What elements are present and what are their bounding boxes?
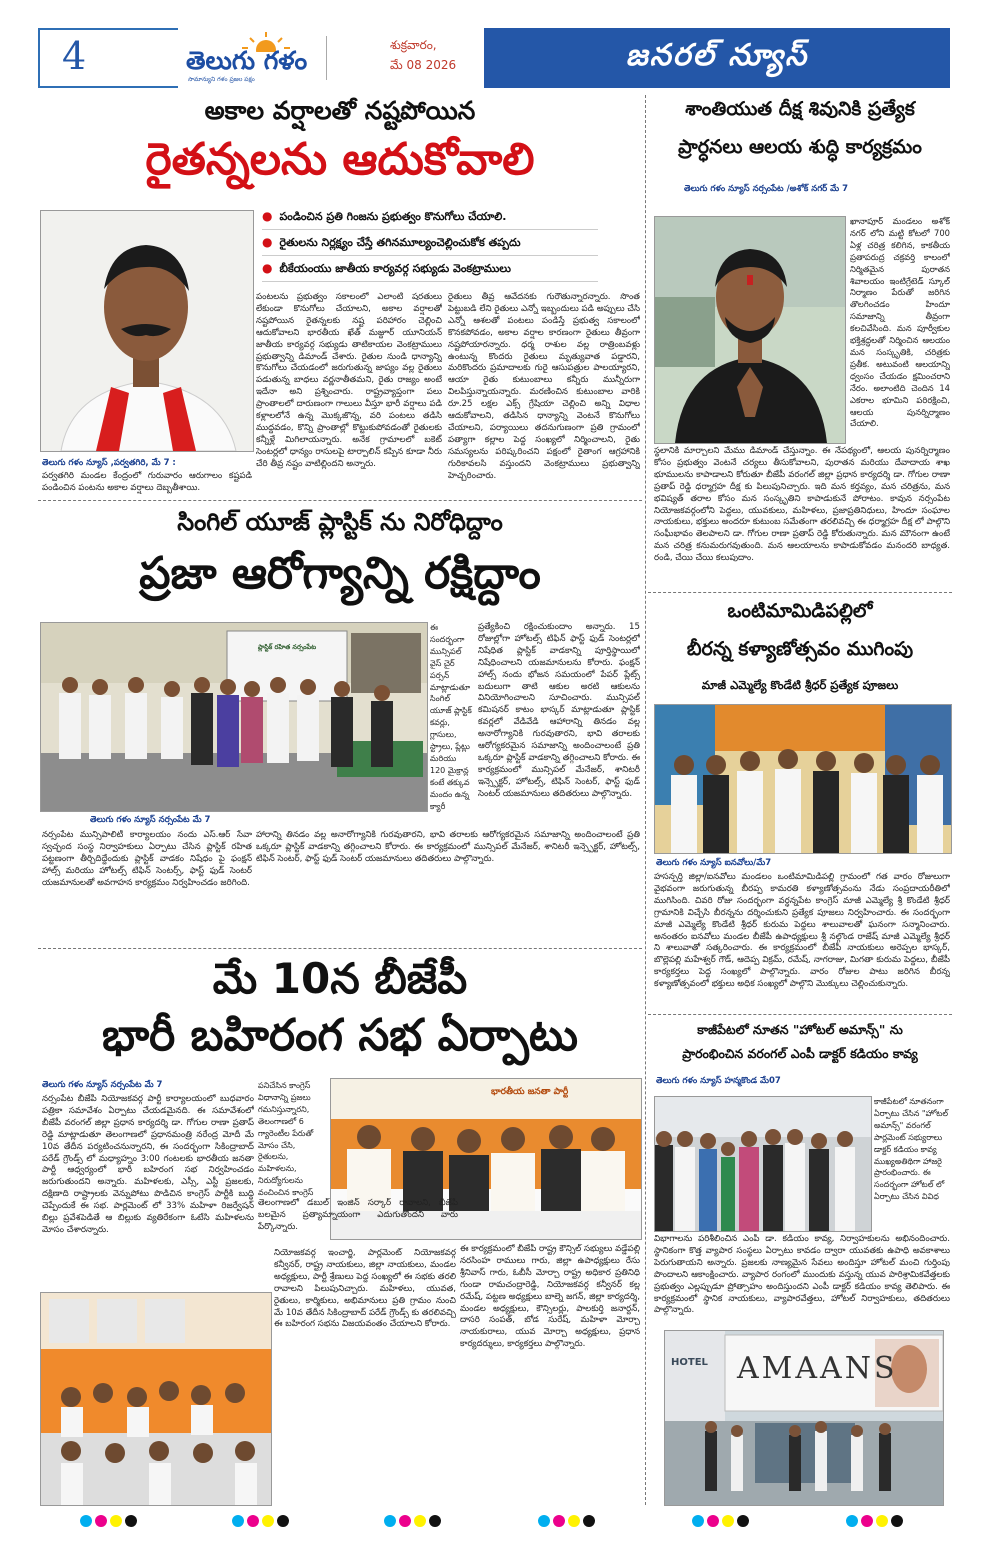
story4-side-column: ఖానాపూర్ మండలం అశోక్ నగర్ లోని మట్టి కోటలో 700 ఏళ్ల చరిత్ర కలిగిన, కాకతీయ ప్రతాపరుద్ర చక్రవర్తి కాలంలో నిర్మితమైన పురాతన శివాలయం ఇంటిగ్రేటెడ్ స్కూల్ నిర్మాణం పేరుతో జరిగిన తొలగించడం హిందూ సమాజాన్ని తీవ్రంగా కలచివేసింది. మన పూర్వీకుల భక్తిశ్రద్ధలతో నిర్మించిన ఆలయం మన సంస్కృతికి, చరిత్రకు ప్రతీక. అటువంటి ఆలయాన్ని ధ్వంసం చేయడం క్షమించరాని నేరం. అలాంటిది చెందిన 14 ఎకరాల భూమిని పరిరక్షించి, ఆలయ పునర్నిర్మాణం చేయాలి. xyxy=(850,216,950,429)
registration-dot xyxy=(568,1515,580,1527)
registration-dot xyxy=(414,1515,426,1527)
story6-dateline: తెలుగు గళం న్యూస్ హన్మకొండ మే07 xyxy=(656,1076,781,1086)
registration-dot xyxy=(737,1515,749,1527)
hotel-sign: AMAANS xyxy=(737,1351,898,1386)
story3-headline-line1: మే 10న బీజేపీ xyxy=(212,954,468,1003)
story1-dateline: తెలుగు గళం న్యూస్ ,పర్వతగిరి, మే 7 : xyxy=(42,458,176,468)
story2-photo-banner: ప్లాస్టిక్ రహిత నర్సంపేట xyxy=(257,643,317,651)
story3-column-d: నియోజకవర్గ ఇంచార్జి, పార్లమెంట్ నియోజకవర్గ కన్వీనర్, రాష్ట్ర నాయకులు, జిల్లా నాయకులు, మండల అధ్యక్షులు, పార్టీ శ్రేణులు పెద్ద సంఖ్యలో ఈ సభకు తరలి రావాలని పిలుపునిచ్చారు. మహిళలు, యువత, రైతులు, కార్మికులు, అభిమానులు ప్రతి గ్రామం నుంచి మే 10వ తేదీన సికింద్రాబాద్ పరేడ్ గ్రౌండ్స్ కు తరలివచ్చి ఈ బహిరంగ సభను విజయవంతం చేయాలని కోరారు. xyxy=(274,1248,456,1330)
story1-photo xyxy=(40,210,254,452)
registration-dot xyxy=(846,1515,858,1527)
story6-main-column: విభాగాలను పరిశీలించిన ఎంపీ డా. కడియం కావ్య, నిర్వాహకులను అభినందించారు. స్థానికంగా కొత్త వ్యాపార సంస్థలు ఏర్పాటు కావడం ద్వారా యువతకు ఉపాధి అవకాశాలు పెరుగుతాయని అన్నారు. ప్రజలకు నాణ్యమైన సేవలు అందిస్తూ హోటల్ మంచి గుర్తింపు పొందాలని ఆకాంక్షించారు. వ్యాపార రంగంలో ముందుకు వస్తున్న యువ పారిశ్రామికవేత్తలకు ప్రభుత్వం ఎల్లప్పుడూ ప్రోత్సాహం అందిస్తుందని ఎంపీ డాక్టర్ కడియం కావ్య తెలిపారు. ఈ కార్యక్రమంలో స్థానిక నాయకులు, వ్యాపారవేత్తలు, హోటల్ నిర్వాహకులు, తదితరులు పాల్గొన్నారు. xyxy=(654,1234,950,1316)
registration-marks xyxy=(232,1512,302,1526)
story5-dateline: తెలుగు గళం న్యూస్ ఐనవోలు/మే7 xyxy=(656,858,772,868)
masthead xyxy=(38,28,950,90)
registration-dot xyxy=(891,1515,903,1527)
story4-headline-line2: ప్రార్ధనలు ఆలయ శుద్ధి కార్యక్రమం xyxy=(678,136,922,158)
page-number-box xyxy=(38,28,178,88)
registration-dot xyxy=(110,1515,122,1527)
story4-dateline: తెలుగు గళం న్యూస్ నర్సంపేట /అశోక్ నగర్ మే 7 xyxy=(684,184,849,194)
section-banner xyxy=(484,28,950,88)
registration-dot xyxy=(722,1515,734,1527)
registration-dot xyxy=(95,1515,107,1527)
section-title: జనరల్ న్యూస్ xyxy=(625,38,809,73)
story5-subheadline: మాజీ ఎమ్మెల్యే కొండేటి శ్రీధర్ ప్రత్యేక పూజలు xyxy=(701,678,899,692)
story2-dateline: తెలుగు గళం న్యూస్ నర్సంపేట మే 7 xyxy=(90,815,211,825)
story1-headline: రైతన్నలను ఆదుకోవాలి xyxy=(145,134,535,185)
page-number: 4 xyxy=(62,34,87,78)
story4-main-column: స్థలానికి మార్చాలని మేము డిమాండ్ చేస్తున్నాం. ఈ నేపథ్యంలో, ఆలయ పునర్నిర్మాణం కోసం ప్రభుత్వం వెంటనే చర్యలు తీసుకోవాలని, పురాతన మరియు దేవాదాయ శాఖ భూములను కాపాడాలని కోరుతూ బీజేపీ వరంగల్ జిల్లా ప్రధాన కార్యదర్శి డా. గోగుల రాణా ప్రతాప్ రెడ్డి ధర్మాగ్రహ దీక్ష కు పిలుపునిచ్చారు. ఇది మన కర్తవ్యం, మన చరిత్రను, మన భవిష్యత్ తరాల కోసం మన సంస్కృతిని కాపాడుకునే పోరాటం. కావున నర్సంపేట నియోజకవర్గంలోని పెద్దలు, యువకులు, మహిళలు, ప్రజాప్రతినిధులు, హిందూ సంఘాల నాయకులు, భక్తులు అందరూ కుటుంబ సమేతంగా తరలివచ్చి ఈ ధర్మాగ్రహ దీక్ష లో పాల్గొని సంఘీభావం తెలపాలని డా. గోగుల రాణా ప్రతాప్ రెడ్డి కోరుతున్నారు. మన మౌనంగా ఉంటే మన చరిత్ర కనుమరుగవుతుంది. మన ఆలయాలను కాపాడుకోవడం మనందరి బాధ్యత. రండి, చేయి చేయి కలుపుదాం. xyxy=(654,446,950,564)
section-divider xyxy=(648,1014,952,1015)
story1-column-a: పంటలను ప్రభుత్వం సకాలంలో ఎలాంటి షరతులు లేకుండా కొనుగోలు చేయాలని, అకాల వర్షాలతో నష్టపోయిన రైతన్నలకు నష్ట పరిహారం చెల్లించి ఆదుకోవాలని భారతీయ ఖేత్ మజ్దూర్ యూనియన్ జాతీయ కార్యవర్గ సభ్యుడు తాటికాయల వెంకట్రాములు ప్రభుత్వాన్ని డిమాండ్ చేశారు. రైతుల నుండి ధాన్యాన్ని కొనుగోలు చేయడంలో జరుగుతున్న జాప్యం వల్ల రైతులు పడుతున్న బాధలు వర్ణనాతీతమని, రైతు రాజ్యం అంటే ఇదేనా అని ప్రశ్నించారు. రాష్ట్రవ్యాప్తంగా పలు ప్రాంతాలలో దారుణంగా గాలులు వీస్తూ భారీ వర్షాలు పడి కళ్లాలలోనే ఉన్న మొక్కజొన్న, వరి పంటలు తడిసి ముద్దవడం, కొన్ని ప్రాంతాల్లో కొట్టుకుపోవడంతో రైతులకు కన్నీళ్లే మిగిలాయన్నారు. అనేక గ్రామాలలో బకెట్ సెంటర్లలో ధాన్యం రాసులపై టార్పాలిన్ కప్పిన కూడా నీరు చేరి తీవ్ర నష్టం వాటిల్లిందని అన్నారు. xyxy=(256,292,442,469)
story1-bullet: ● పండించిన ప్రతి గింజను ప్రభుత్వం కొనుగోలు చేయాలి. xyxy=(262,204,598,230)
issue-day: శుక్రవారం, xyxy=(390,38,437,52)
story6-photo-top xyxy=(654,1096,872,1232)
story1-bullet: ● బీకేయంయు జాతీయ కార్యవర్గ సభ్యుడు వెంకట్రాములు xyxy=(262,256,598,282)
registration-dot xyxy=(583,1515,595,1527)
story2-kicker: సింగిల్ యూజ్ ప్లాస్టిక్ ను నిరోధిద్దాం xyxy=(177,508,503,536)
story2-column-b: హారాన్ని తినడం వల్ల అనారోగ్యానికి గురవుతారని, భావి తరాలకు ఆరోగ్యకరమైన సమాజాన్ని అందించాలంటే ప్రతి ఒక్కరూ ప్లాస్టిక్ వాడకాన్ని తగ్గించాలని కోరారు. ఈ కార్యక్రమంలో మున్సిపల్ మేనేజర్, శానిటరీ ఇన్స్పెక్టర్, హోటల్స్, టిఫిన్ సెంటర్, ఫాస్ట్ ఫుడ్ సెంటర్ యజమానులు తదితరులు పాల్గొన్నారు. xyxy=(256,830,640,864)
story3-mid-column: తెలంగాణలో డబుల్ ఇంజిన్ సర్కార్ రావాలని, బీజేపీ బలమైన ప్రత్యామ్నాయంగా ఎదుగుతోందని వారు పేర్కొన్నారు. xyxy=(258,1198,458,1232)
registration-dot xyxy=(707,1515,719,1527)
story4-photo xyxy=(654,216,846,444)
registration-dot xyxy=(262,1515,274,1527)
registration-marks xyxy=(80,1512,150,1526)
story6-side-column: కాజీపేటలో నూతనంగా ఏర్పాటు చేసిన "హోటల్ అమాన్స్" వరంగల్ పార్లమెంట్ సభ్యురాలు డాక్టర్ కడియం కావ్య ముఖ్యఅతిథిగా హాజరై ప్రారంభించారు. ఈ సందర్భంగా హోటల్ లో ఏర్పాటు చేసిన వివిధ xyxy=(874,1097,949,1202)
registration-marks xyxy=(846,1512,916,1526)
logo-tagline: సామాన్యుని గళం ప్రజల పక్షం xyxy=(188,76,255,83)
story6-headline-line1: కాజీపేటలో నూతన "హోటల్ అమాన్స్" ను xyxy=(697,1022,903,1037)
registration-dot xyxy=(247,1515,259,1527)
registration-dot xyxy=(125,1515,137,1527)
story3-photo-banner: భారతీయ జనతా పార్టీ xyxy=(491,1087,569,1097)
story3-column-c: ఈ కార్యక్రమంలో బీజేపీ రాష్ట్ర కౌన్సిల్ సభ్యులు వడ్డేపల్లి నరసింహ రాములు గారు, జిల్లా ఉపాధ్యక్షులు రేసు శ్రీనివాస్ గారు, ఓబీసీ మోర్చా రాష్ట్ర అధికార ప్రతినిధి గుండా రామచంద్రారెడ్డి, నియోజకవర్గ కన్వీనర్ కల్ల రమేష్, పట్టణ అధ్యక్షులు బాల్నె జగన్, జిల్లా కార్యదర్శి, మండల అధ్యక్షులు, కౌన్సిలర్లు, పాలకుర్తి జనార్దన్, దాసరి సంపత్, బోడ సురేష్, మహిళా మోర్చా నాయకురాలు, యువ మోర్చా అధ్యక్షులు, ప్రధాన కార్యదర్శులు, కార్యకర్తలు పాల్గొన్నారు. xyxy=(460,1244,640,1350)
registration-dot xyxy=(277,1515,289,1527)
registration-marks xyxy=(538,1512,608,1526)
story4-headline-line1: శాంతియుత దీక్ష శివునికి ప్రత్యేక xyxy=(685,98,915,120)
story1-lead-text: పర్వతగిరి మండల కేంద్రంలో గురువారం ఆరుగాలం కష్టపడి పండించిన పంటను అకాల వర్షాలు దెబ్బతీశాయి. xyxy=(42,471,252,493)
story5-photo xyxy=(654,704,952,854)
issue-date: మే 08 2026 xyxy=(390,58,457,72)
story2-headline: ప్రజా ఆరోగ్యాన్ని రక్షిద్దాం xyxy=(139,548,541,599)
registration-dot xyxy=(232,1515,244,1527)
registration-dot xyxy=(80,1515,92,1527)
registration-dot xyxy=(692,1515,704,1527)
masthead-divider xyxy=(326,36,327,80)
registration-dot xyxy=(876,1515,888,1527)
story1-kicker: అకాల వర్షాలతో నష్టపోయిన xyxy=(204,96,476,125)
column-divider xyxy=(645,95,646,1505)
registration-marks xyxy=(384,1512,454,1526)
registration-marks xyxy=(692,1512,762,1526)
story2-photo xyxy=(40,622,428,812)
story3-column-a: నర్సంపేట బీజేపీ నియోజకవర్గ పార్టీ కార్యాలయంలో బుధవారం పత్రికా సమావేశం ఏర్పాటు చేయడమైనది. ఈ సమావేశంలో బీజేపీ వరంగల్ జిల్లా ప్రధాన కార్యదర్శి డా. గోగుల రాణా ప్రతాప్ రెడ్డి మాట్లాడుతూ తెలంగాణలో ప్రధానమంత్రి నరేంద్ర మోదీ మే 10వ తేదీన పర్యటించనున్నారని, ఈ సందర్భంగా సికింద్రాబాద్ పరేడ్ గ్రౌండ్స్ లో మధ్యాహ్నం 3:00 గంటలకు భారతీయ జనతా పార్టీ ఆధ్వర్యంలో భారీ బహిరంగ సభ నిర్వహించడం జరుగుతుందని అన్నారు. మహిళలకు, ఎస్సీ, ఎస్టీ ప్రజలకు, దక్షిణాది రాష్ట్రాలకు వెన్నుపోటు పొడిచిన కాంగ్రెస్ పార్టీకి బుద్ధి చెప్పేందుకే ఈ సభ. పార్లమెంట్ లో 33% మహిళా రిజర్వేషన్ బిల్లు ప్రవేశపెడితే ఆ బిల్లుకు వ్యతిరేకంగా ఓటేసి మహిళలను మోసం చేశారన్నారు. xyxy=(42,1094,254,1235)
story5-headline-line1: ఒంటిమామిడిపల్లిలో xyxy=(727,600,873,622)
story5-headline-line2: బీరన్న కళ్యాణోత్సవం ముగింపు xyxy=(686,638,914,660)
story2-column-b-top: ప్రత్యేకించి రక్షించుకుందాం అన్నారు. 15 రోజుల్లోగా హోటల్స్ టిఫిన్ ఫాస్ట్ ఫుడ్ సెంటర్లలో నిషేధిత ప్లాస్టిక్ వాడకాన్ని పూర్తిస్థాయిలో నిషేధించాలని యజమానులను కోరారు. ఫంక్షన్ హాల్స్ నందు భోజన సమయంలో పేపర్ ప్లేట్స్ బదులుగా తాటి ఆకుల అరటి ఆకులను వినియోగించాలని సూచించారు. మున్సిపల్ కమిషనర్ కాటం భాస్కర్ మాట్లాడుతూ ప్లాస్టిక్ కవర్లలో వేడివేడి ఆహారాన్ని తినడం వల్ల అనారోగ్యానికి గురవుతారని, భావి తరాలకు ఆరోగ్యకరమైన సమాజాన్ని అందించాలంటే ప్రతి ఒక్కరూ ప్లాస్టిక్ వాడకాన్ని తగ్గించాలని కోరారు. ఈ కార్యక్రమంలో మున్సిపల్ మేనేజర్, శానిటరీ ఇన్స్పెక్టర్, హోటల్స్, టిఫిన్ సెంటర్, ఫాస్ట్ ఫుడ్ సెంటర్ యజమానులు తదితరులు పాల్గొన్నారు. xyxy=(478,622,640,799)
story2-column-a: నర్సంపేట మున్సిపాలిటీ కార్యాలయం నందు ఎస్.ఆర్ సేవా స్వచ్ఛంద సంస్థ నిర్వాహకులు ఏర్పాటు చేసిన ప్లాస్టిక్ రహిత పట్టణంగా తీర్చిదిద్దేందుకు ప్లాస్టిక్ వాడకం నిషేధం పై ఫంక్షన్ హాల్స్ మరియు హోటల్స్ టిఫిన్ సెంటర్స్, ఫాస్ట్ ఫుడ్ సెంటర్ యజమానులతో అవగాహన కార్యక్రమం నిర్వహించడం జరిగింది. xyxy=(42,830,252,888)
story1-bullets xyxy=(262,204,598,282)
story3-headline-line2: భారీ బహిరంగ సభ ఏర్పాటు xyxy=(101,1010,579,1061)
section-divider xyxy=(648,592,952,593)
registration-dot xyxy=(429,1515,441,1527)
section-divider xyxy=(38,948,642,949)
story2-side-column: ఈ సందర్భంగా మున్సిపల్ వైస్ చైర్ పర్సన్ మాట్లాడుతూ సింగిల్ యూజ్ ప్లాస్టిక్ కవర్లు, గ్లాసులు, స్ట్రాలు, ప్లేట్లు మరియు 120 మైక్రాన్ల కంటే తక్కువ మందం ఉన్న క్యారీ xyxy=(430,623,472,811)
registration-dot xyxy=(399,1515,411,1527)
logo-title: తెలుగు గళం xyxy=(186,46,308,75)
registration-dot xyxy=(553,1515,565,1527)
registration-dot xyxy=(538,1515,550,1527)
hotel-sign-small: HOTEL xyxy=(671,1357,708,1368)
section-divider xyxy=(38,500,642,501)
registration-dot xyxy=(384,1515,396,1527)
story1-bullet: ● రైతులను నిర్లక్ష్యం చేస్తే తగినమూల్యంచెల్లించుకోక తప్పదు xyxy=(262,230,598,256)
story3-dateline: తెలుగు గళం న్యూస్ నర్సంపేట మే 7 xyxy=(42,1080,163,1090)
story6-headline-line2: ప్రారంభించిన వరంగల్ ఎంపీ డాక్టర్ కడియం కావ్య xyxy=(682,1046,918,1061)
story1-column-b: రైతులు తీవ్ర ఆవేదనకు గురౌతున్నారన్నారు. సొంత పెట్టుబడి లేని రైతులు ఎన్నో ఇబ్బందులు పడి అప్పులు చేసి ఎన్నో ఆశలతో పంటలు పండిస్తే ప్రభుత్వ సకాలంలో కొనకపోవడం, అకాల వర్షాల కారణంగా రైతులు తీవ్రంగా నష్టపోయారన్నారు. ధర్మ రాశుల వల్ల రాత్రింబవళ్లు ఉంటున్న కొందరు రైతులు మృత్యువాత పడ్డారని, మరికొందరు ప్రమాదాలకు గురై ఆసుపత్రుల పాలయ్యారని, ఆయా రైతు కుటుంబాలు కన్నీరు మున్నీరుగా విలపిస్తున్నాయన్నారు. మరణించిన కుటుంబాల వారికి రూ.25 లక్షల ఎక్స్ గ్రేషియా చెల్లించి అన్ని విధాల ఆదుకోవాలని, తడిసిన ధాన్యాన్ని వెంటనే కొనుగోలు చేయాలని, పర్యాయిలు తదనుగుణంగా ప్రతి గ్రామంలో పత్యాగా కల్లాల పెద్ద సంఖ్యలో నిర్మించాలని, రైతు సమస్యలను పరిష్కరించని పక్షంలో రైతాంగ ఆగ్రహానికి గురికావలసి వస్తుందని వెంకట్రాములు ప్రభుత్వాన్ని హెచ్చరించారు. xyxy=(448,292,640,481)
story3-photo-bottom xyxy=(40,1292,272,1506)
story3-column-b: పనిచేసిన కాంగ్రెస్ విధానాన్ని ప్రజలు గమనిస్తున్నారని, తెలంగాణలో 6 గ్యారెంటీల పేరుతో మోసం చేసి, రైతులను, మహిళలను, నిరుద్యోగులను వంచించిన కాంగ్రెస్ xyxy=(258,1081,314,1198)
story6-photo-bottom xyxy=(664,1330,944,1506)
story5-body: హసన్పర్తి జిల్లా/ఐనవోలు మండలం ఒంటిమామిడిపల్లి గ్రామంలో గత వారం రోజులుగా వైభవంగా జరుగుతున్న బీరప్ప కామరతి కళ్యాణోత్సవంను నేడు సంప్రదాయరీతిలో ముగిసింది. చివరి రోజు సందర్భంగా వర్ధన్నపేట కాంగ్రెస్ మాజీ ఎమ్మెల్యే శ్రీ కొండేటి శ్రీధర్ గ్రామానికి విచ్చేసి బీరన్నను దర్శించుకుని ప్రత్యేక పూజలు నిర్వహించారు. ఈ సందర్భంగా మాజీ ఎమ్మెల్యే కొండేటి శ్రీధర్ కురుమ పెద్దలు శాలువాలతో ఘనంగా సన్మానించారు. అనంతరం ఐనవోలు మండల బీజేపీ ఉపాధ్యక్షులు శ్రీ నల్గొండ రాజేష్ మాజీ ఎమ్మెల్యే శ్రీధర్ ని శాలువాతో సత్కరించారు. ఈ కార్యక్రమంలో బీజేపీ నాయకులు అరెప్పల భాస్కర్, బొల్లెపల్లి మహేశ్వర్ గౌడ్, ఆదెప్ప విక్రమ్, రమేష్, నాగరాజు, మిగతా కురుమ పెద్దలు, బీజేపీ కార్యకర్తలు పెద్ద సంఖ్యలో పాల్గొన్నారు. వారం రోజుల పాటు జరిగిన బీరన్న కళ్యాణోత్సవంలో భక్తులు అధిక సంఖ్యలో పాల్గొని మొక్కులు చెల్లించుకున్నారు. xyxy=(654,872,950,990)
registration-dot xyxy=(861,1515,873,1527)
